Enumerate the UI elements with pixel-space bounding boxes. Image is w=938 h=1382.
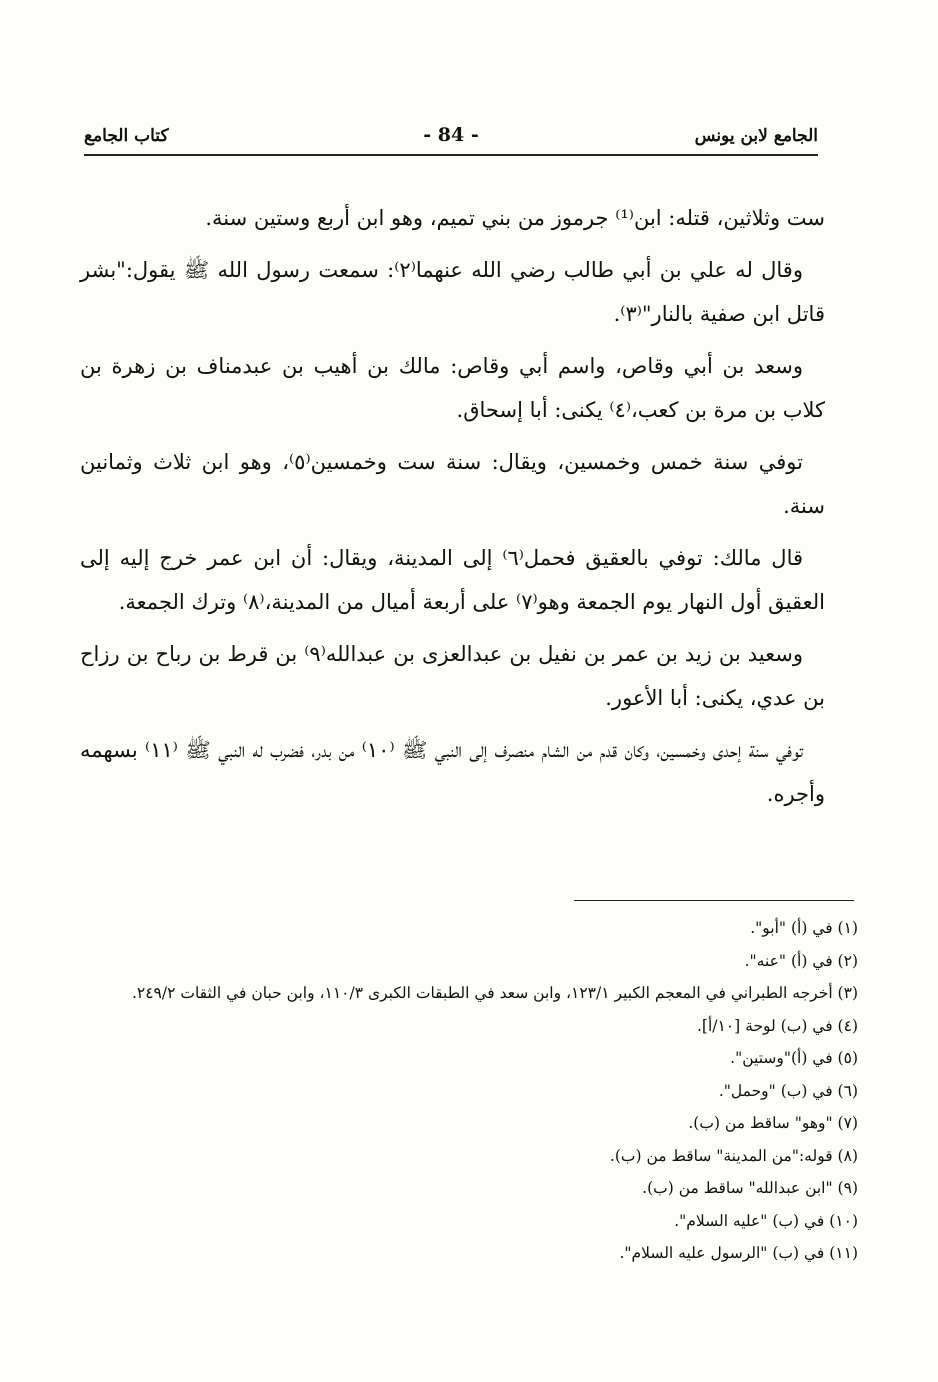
footnote: (١) في (أ) "أبو". <box>750 919 858 937</box>
paragraph: توفي سنة إحدى وخمسين، وكان قدم من الشام منصرف إلى النبي ﷺ ⁽١٠⁾ من بدر، فضرب له النبي ﷺ ⁽١١⁾ بسهمه وأجره. <box>80 738 825 806</box>
header-book-title: الجامع لابن يونس <box>694 126 818 146</box>
footnote: (١٠) في (ب) "عليه السلام". <box>674 1211 858 1230</box>
footnotes <box>80 912 858 1270</box>
footnote: (٦) في (ب) "وحمل". <box>718 1081 858 1100</box>
footnote: (٤) في (ب) لوحة [١٠/أ]. <box>696 1016 858 1035</box>
footnote: (٩) "ابن عبدالله" ساقط من (ب). <box>642 1179 858 1197</box>
footnote: (١١) في (ب) "الرسول عليه السلام". <box>619 1244 858 1262</box>
paragraph: وقال له علي بن أبي طالب رضي الله عنهما⁽٢⁾: سمعت رسول الله ﷺ يقول:"بشر قاتل ابن صفية بالنار"⁽٣⁾. <box>80 258 825 326</box>
running-header <box>84 118 818 156</box>
paragraph: وسعيد بن زيد بن عمر بن نفيل بن عبدالعزى بن عبدالله⁽٩⁾ بن قرط بن رباح بن رزاح بن عدي، يكنى: أبا الأعور. <box>80 642 825 710</box>
footnote: (٢) في (أ) "عنه". <box>744 951 858 970</box>
paragraph: توفي سنة خمس وخمسين، ويقال: سنة ست وخمسين⁽٥⁾، وهو ابن ثلاث وثمانين سنة. <box>80 450 825 518</box>
footnote-separator <box>574 900 854 901</box>
header-chapter-title: كتاب الجامع <box>84 126 169 146</box>
main-text <box>80 196 825 824</box>
footnote: (٥) في (أ)"وستين". <box>730 1049 858 1067</box>
page-number: - 84 - <box>423 124 479 146</box>
footnote: (٧) "وهو" ساقط من (ب). <box>688 1114 858 1132</box>
paragraph: قال مالك: توفي بالعقيق فحمل⁽٦⁾ إلى المدينة، ويقال: أن ابن عمر خرج إليه إلى العقيق أول النهار يوم الجمعة وهو⁽٧⁾ على أربعة أميال من المدينة،⁽٨⁾ وترك الجمعة. <box>80 546 825 614</box>
paragraph: ست وثلاثين، قتله: ابن⁽¹⁾ جرموز من بني تميم، وهو ابن أربع وستين سنة. <box>205 206 825 230</box>
paragraph: وسعد بن أبي وقاص، واسم أبي وقاص: مالك بن أهيب بن عبدمناف بن زهرة بن كلاب بن مرة بن كعب،⁽٤⁾ يكنى: أبا إسحاق. <box>80 354 825 422</box>
footnote: (٨) قوله:"من المدينة" ساقط من (ب). <box>609 1146 858 1165</box>
footnote: (٣) أخرجه الطبراني في المعجم الكبير ١٢٣/١، وابن سعد في الطبقات الكبرى ١١٠/٣، وابن حبان في الثقات ٢٤٩/٢. <box>131 984 858 1002</box>
